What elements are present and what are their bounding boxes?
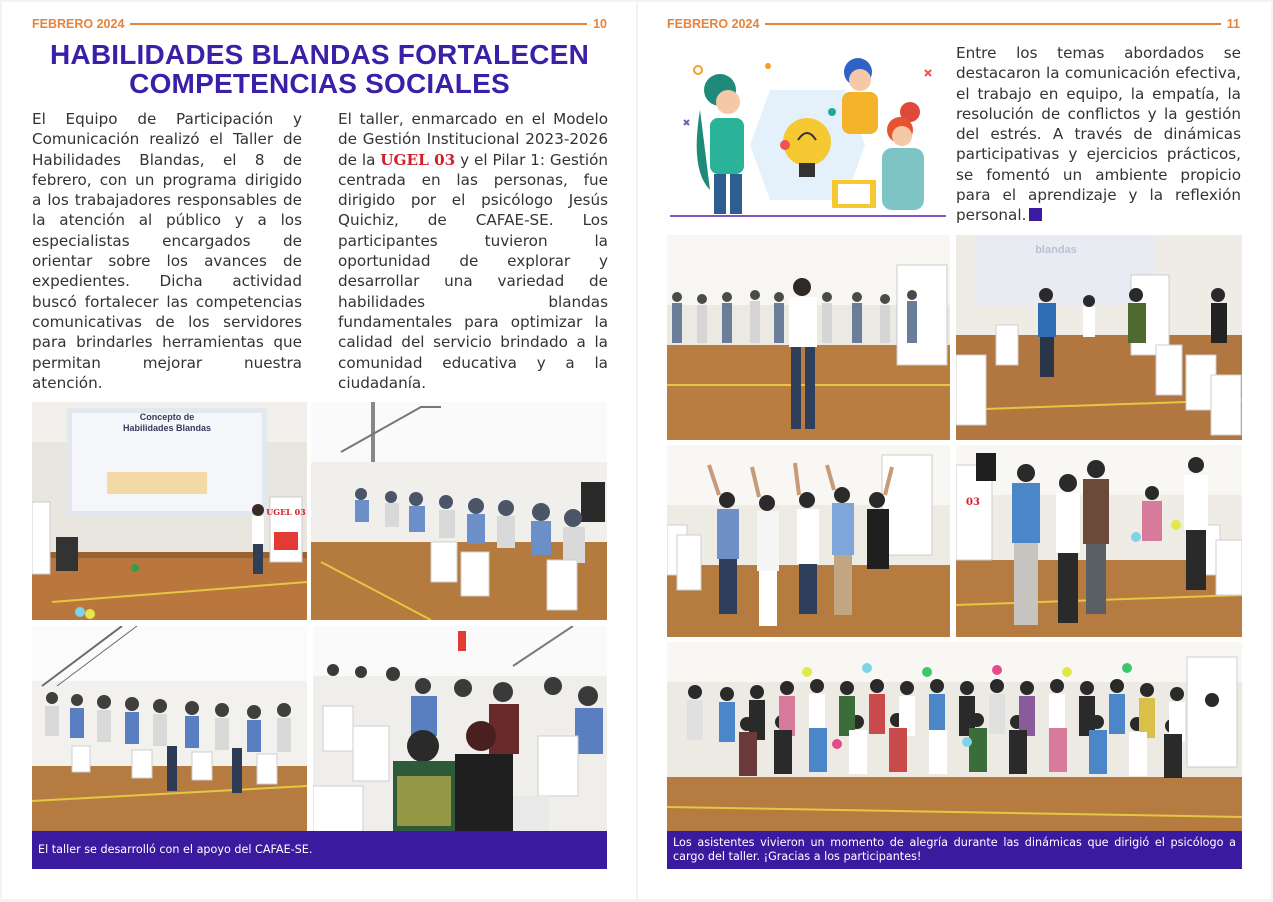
page-number: 11 <box>1226 17 1240 31</box>
photo-audience-1 <box>311 402 607 620</box>
photo-walking-together <box>956 445 1242 637</box>
photo-group-celebration <box>667 642 1242 831</box>
photo-audience-2 <box>32 626 307 832</box>
left-caption: El taller se desarrolló con el apoyo del CAFAE-SE. <box>32 831 607 869</box>
page-number: 10 <box>593 17 607 31</box>
column2-text-a: El taller, enmarcado en el Modelo de Gestión Institucional 2023-2026 de la <box>338 110 608 169</box>
photo-dynamic-walk <box>956 235 1242 440</box>
photo-raised-arms <box>667 445 950 637</box>
right-page <box>638 2 1271 899</box>
header-month: FEBRERO 2024 <box>667 17 760 31</box>
title-line-1: HABILIDADES BLANDAS FORTALECEN <box>49 39 590 70</box>
left-page <box>2 2 636 899</box>
photo-banner-03: 03 <box>966 497 980 508</box>
body-column-2 <box>338 109 608 393</box>
photo-banner-ugel: UGEL 03 <box>266 507 306 517</box>
end-mark-square-icon <box>1029 208 1042 221</box>
article-title <box>32 40 607 98</box>
right-column-text: Entre los temas abordados se destacaron la comunicación efectiva, el trabajo en equipo, la empatía, la resolución de conflictos y la gestión del estrés. A través de dinámicas participativas y ejercicios prácticos, se fomentó un ambiente propicio para el aprendizaje y la reflexión personal. <box>956 44 1241 225</box>
photo-psychologist-microphone <box>667 235 950 440</box>
photo-audience-3 <box>313 626 607 832</box>
screen-word: blandas <box>1035 244 1077 256</box>
right-page-header <box>667 16 1240 32</box>
header-rule <box>765 23 1220 25</box>
header-rule <box>130 23 587 25</box>
screen-title-2: Habilidades Blandas <box>122 423 212 433</box>
body-column-1: El Equipo de Participación y Comunicación realizó el Taller de Habilidades Blandas, el 8 de febrero, con un programa dirigido a los trabajadores responsables de la atención al público y a los especialistas encargados de orientar sobre los avances de expedientes. Dicha actividad buscó fortalecer las competencias comunicativas de los servidores para brindarles herramientas que permitan mejorar nuestra atención. <box>32 110 302 392</box>
screen-title-1: Concepto de <box>139 412 195 422</box>
ugel-highlight: UGEL 03 <box>380 150 456 169</box>
lightbulb-illustration-icon <box>670 50 946 220</box>
left-page-header <box>32 16 607 32</box>
body-column-right <box>956 43 1241 226</box>
column2-text-b: y el Pilar 1: Gestión centrada en las personas, fue dirigido por el psicólogo Jesús Quichiz, de CAFAE-SE. Los participantes tuvieron la oportunidad de explorar y desarrollar una variedad de habilidades blandas fundamentales para optimizar la calidad del servicio brindado a la comunidad educativa y a la ciudadanía. <box>338 150 608 392</box>
title-line-2: COMPETENCIAS SOCIALES <box>129 68 510 99</box>
header-month: FEBRERO 2024 <box>32 17 125 31</box>
right-caption: Los asistentes vivieron un momento de alegría durante las dinámicas que dirigió el psicólogo a cargo del taller. ¡Gracias a los participantes! <box>667 831 1242 869</box>
photo-presentation <box>32 402 307 620</box>
